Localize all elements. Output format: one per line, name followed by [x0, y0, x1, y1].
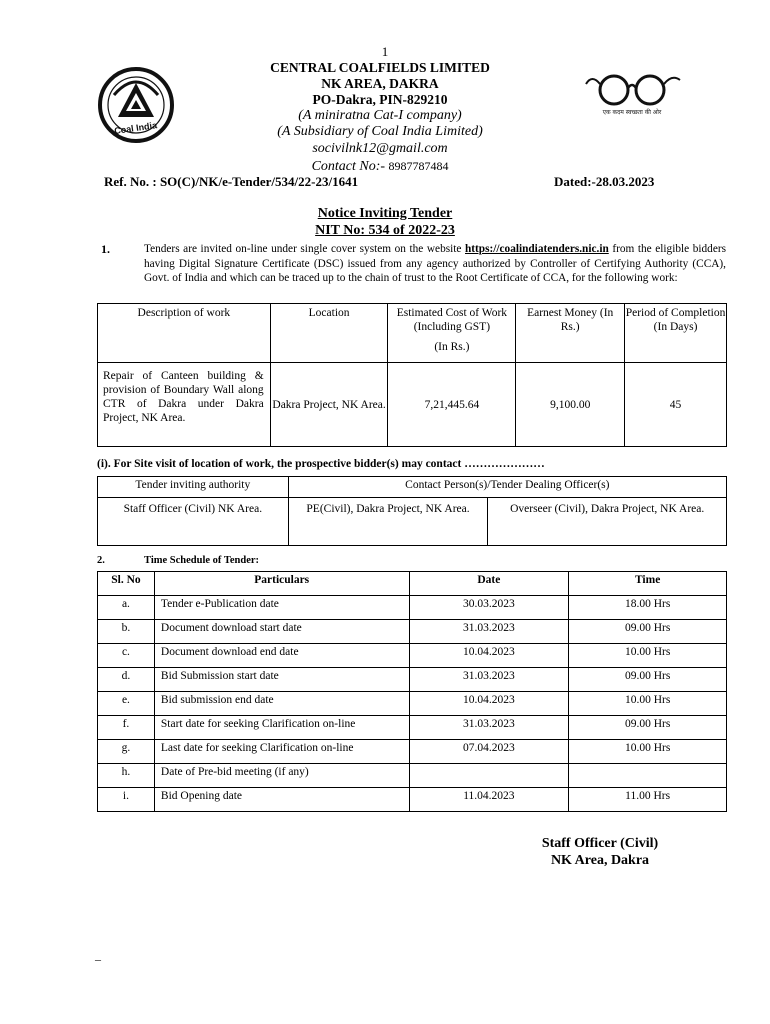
- schedule-slno: e.: [98, 692, 155, 716]
- work-table-header: [98, 304, 727, 363]
- schedule-date: 31.03.2023: [409, 620, 569, 644]
- schedule-particular: Start date for seeking Clarification on-line: [154, 716, 409, 740]
- work-description: Repair of Canteen building & provision of Boundary Wall along CTR of Dakra under Dakra Project, NK Area.: [98, 363, 271, 447]
- contact-label: Contact No:-: [311, 159, 386, 174]
- schedule-row: [98, 764, 727, 788]
- schedule-date: 31.03.2023: [409, 716, 569, 740]
- schedule-slno: h.: [98, 764, 155, 788]
- company-name: CENTRAL COALFIELDS LIMITED: [270, 60, 490, 75]
- company-po: PO-Dakra, PIN-829210: [312, 92, 448, 107]
- nit-number: NIT No: 534 of 2022-23: [315, 223, 455, 238]
- schedule-slno: i.: [98, 788, 155, 812]
- schedule-slno: b.: [98, 620, 155, 644]
- work-table-row: [98, 363, 727, 447]
- schedule-particular: Tender e-Publication date: [154, 596, 409, 620]
- header-authority: Tender inviting authority: [98, 477, 289, 498]
- work-location: Dakra Project, NK Area.: [270, 363, 388, 447]
- schedule-slno: f.: [98, 716, 155, 740]
- schedule-time: 11.00 Hrs: [569, 788, 727, 812]
- site-table-header: [98, 477, 727, 498]
- schedule-row: [98, 668, 727, 692]
- schedule-header-row: [98, 572, 727, 596]
- schedule-row: [98, 620, 727, 644]
- work-table: [97, 303, 727, 447]
- schedule-date: 10.04.2023: [409, 692, 569, 716]
- para1-text-before: Tenders are invited on-line under single cover system on the website: [144, 243, 465, 255]
- signature-designation: Staff Officer (Civil): [541, 836, 659, 851]
- schedule-date: [409, 764, 569, 788]
- schedule-header-particulars: Particulars: [154, 572, 409, 596]
- schedule-header-date: Date: [409, 572, 569, 596]
- schedule-date: 07.04.2023: [409, 740, 569, 764]
- schedule-date: 30.03.2023: [409, 596, 569, 620]
- header-cost-unit: (In Rs.): [434, 341, 470, 353]
- schedule-row: [98, 740, 727, 764]
- company-area: NK AREA, DAKRA: [321, 76, 439, 91]
- schedule-header-time: Time: [569, 572, 727, 596]
- company-category: (A miniratna Cat-I company): [298, 108, 462, 123]
- schedule-row: [98, 596, 727, 620]
- schedule-time: 09.00 Hrs: [569, 620, 727, 644]
- company-subsidiary: (A Subsidiary of Coal India Limited): [277, 124, 483, 139]
- contact-number: 8987787484: [388, 159, 449, 173]
- schedule-title: Time Schedule of Tender:: [144, 555, 260, 566]
- schedule-row: [98, 644, 727, 668]
- schedule-particular: Date of Pre-bid meeting (if any): [154, 764, 409, 788]
- schedule-slno: g.: [98, 740, 155, 764]
- notice-title: Notice Inviting Tender: [317, 206, 453, 221]
- schedule-time: 09.00 Hrs: [569, 668, 727, 692]
- site-authority: Staff Officer (Civil) NK Area.: [98, 498, 289, 546]
- site-contact-1: PE(Civil), Dakra Project, NK Area.: [288, 498, 488, 546]
- schedule-particular: Bid Opening date: [154, 788, 409, 812]
- header-period: Period of Completion (In Days): [625, 304, 727, 363]
- para1-text: [144, 242, 726, 286]
- schedule-particular: Document download end date: [154, 644, 409, 668]
- schedule-particular: Bid submission end date: [154, 692, 409, 716]
- reference-number: Ref. No. : SO(C)/NK/e-Tender/534/22-23/1641: [104, 174, 359, 189]
- company-email: socivilnk12@gmail.com: [312, 141, 448, 156]
- para1-text-after: from the eligible bidders having Digital Signature Certificate (DSC) issued from any agency authorized by Controller of Certifying Authority (CCA), Govt. of India and which can be traced up to the chain of trust to the Root Certificate of CCA, for the following work:: [144, 243, 726, 285]
- dated: Dated:-28.03.2023: [554, 174, 655, 189]
- signature-area: NK Area, Dakra: [550, 853, 650, 868]
- header-cost-label: Estimated Cost of Work (Including GST): [396, 307, 508, 333]
- schedule-table: [97, 571, 727, 812]
- schedule-date: 31.03.2023: [409, 668, 569, 692]
- schedule-date: 10.04.2023: [409, 644, 569, 668]
- schedule-row: [98, 716, 727, 740]
- schedule-time: 10.00 Hrs: [569, 740, 727, 764]
- schedule-slno: c.: [98, 644, 155, 668]
- schedule-time: 09.00 Hrs: [569, 716, 727, 740]
- schedule-date: 11.04.2023: [409, 788, 569, 812]
- header-contact: Contact Person(s)/Tender Dealing Officer(s): [288, 477, 726, 498]
- site-visit-table: [97, 476, 727, 546]
- schedule-number: 2.: [97, 555, 105, 566]
- para1-number: 1.: [101, 242, 110, 256]
- schedule-time: 18.00 Hrs: [569, 596, 727, 620]
- coal-india-logo: [96, 65, 176, 145]
- right-logo-text: एक कदम स्वच्छता की ओर: [602, 109, 662, 116]
- schedule-row: [98, 692, 727, 716]
- schedule-slno: d.: [98, 668, 155, 692]
- site-visit-line: (i). For Site visit of location of work, the prospective bidder(s) may contact …………………: [97, 458, 545, 470]
- header-description: Description of work: [98, 304, 271, 363]
- footer-dash: –: [95, 952, 101, 966]
- schedule-time: 10.00 Hrs: [569, 692, 727, 716]
- left-logo-text: Coal India: [113, 120, 158, 136]
- header-location: Location: [270, 304, 388, 363]
- schedule-time: 10.00 Hrs: [569, 644, 727, 668]
- schedule-slno: a.: [98, 596, 155, 620]
- site-table-row: [98, 498, 727, 546]
- tender-website-link[interactable]: https://coalindiatenders.nic.in: [465, 243, 609, 255]
- work-period: 45: [625, 363, 727, 447]
- header-cost: [388, 304, 516, 363]
- schedule-particular: Last date for seeking Clarification on-line: [154, 740, 409, 764]
- schedule-particular: Document download start date: [154, 620, 409, 644]
- company-contact: [200, 158, 560, 175]
- work-emd: 9,100.00: [516, 363, 625, 447]
- schedule-time: [569, 764, 727, 788]
- swachh-bharat-logo: [584, 70, 684, 120]
- site-contact-2: Overseer (Civil), Dakra Project, NK Area.: [488, 498, 727, 546]
- schedule-row: [98, 788, 727, 812]
- work-cost: 7,21,445.64: [388, 363, 516, 447]
- header-emd: Earnest Money (In Rs.): [516, 304, 625, 363]
- page-number: 1: [381, 44, 389, 59]
- schedule-header-slno: Sl. No: [98, 572, 155, 596]
- schedule-particular: Bid Submission start date: [154, 668, 409, 692]
